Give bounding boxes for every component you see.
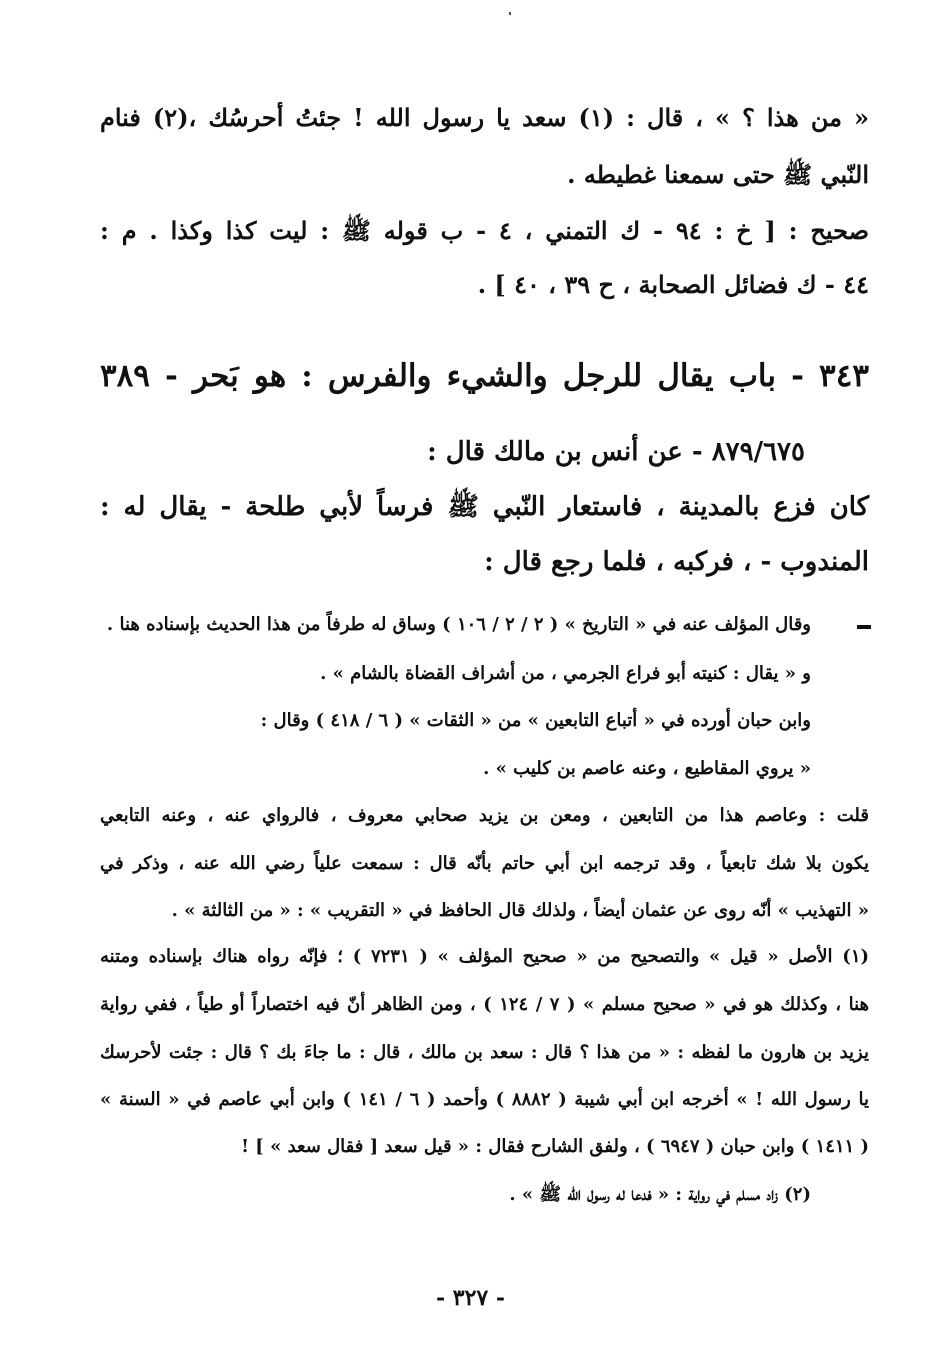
hadith-text-line-1: كان فزع بالمدينة ، فاستعار النّبي ﷺ فرساً لأبي طلحة - يقال له : — [100, 492, 869, 522]
footnote-line-4: « يروي المقاطيع ، وعنه عاصم بن كليب » . — [483, 758, 811, 779]
footnote-line-3: وابن حبان أورده في « أتباع التابعين » من « الثقات » ( ٦ / ٤١٨ ) وقال : — [260, 710, 811, 731]
footnote-line-7: « التهذيب » أنّه روى عن عثمان أيضاً ، ولذلك قال الحافظ في « التقريب » : « من الثالثة » . — [171, 900, 869, 921]
takhrij-line-1: صحيح : [ خ : ٩٤ - ك التمني ، ٤ - ب قوله ﷺ : ليت كذا وكذا . م : — [100, 216, 869, 245]
footnote-line-5: قلت : وعاصم هذا من التابعين ، ومعن بن يزيد صحابي معروف ، فالرواي عنه ، وعنه التابعي — [100, 805, 869, 826]
hadith-continuation-line-2: النّبي ﷺ حتى سمعنا غطيطه . — [567, 160, 869, 189]
footnote-line-6: يكون بلا شك تابعياً ، وقد ترجمه ابن أبي حاتم بأنّه قال : سمعت علياً رضي الله عنه ، وذكر في — [100, 853, 869, 874]
book-page — [100, 0, 869, 1360]
footnote-line-11: يا رسول الله ! » أخرجه ابن أبي شيبة ( ٨٨٨٢ ) وأحمد ( ٦ / ١٤١ ) وابن أبي عاصم في « السنة » — [100, 1089, 870, 1110]
page-number: - ٣٢٧ - — [435, 1285, 506, 1311]
footnote-line-8: (١) الأصل « قيل » والتصحيح من « صحيح المؤلف » ( ٧٢٣١ ) ؛ فإنّه رواه هناك بإسناده ومتنه — [100, 946, 870, 967]
hadith-text-line-2: المندوب - ، فركبه ، فلما رجع قال : — [484, 547, 869, 577]
footnote-line-2: و « يقال : كنيته أبو فراع الجرمي ، من أشراف القضاة بالشام » . — [320, 663, 811, 684]
footnote-line-1: وقال المؤلف عنه في « التاريخ » ( ٢ / ٢ / ١٠٦ ) وساق له طرفاً من هذا الحديث بإسناده هنا . — [106, 614, 811, 635]
hadith-number-line: ٨٧٩/٦٧٥ - عن أنس بن مالك قال : — [427, 437, 805, 467]
footnote-line-13: (٢) زاد مسلم في رواية : « فدعا له رسول الله ﷺ » . — [509, 1184, 811, 1205]
footnote-separator — [857, 625, 871, 629]
takhrij-line-2: ٤٤ - ك فضائل الصحابة ، ح ٣٩ ، ٤٠ ] . — [477, 270, 869, 299]
footnote-line-9: هنا ، وكذلك هو في « صحيح مسلم » ( ٧ / ١٢٤ ) ، ومن الظاهر أنّ فيه اختصاراً أو طياً ، ففي رواية — [100, 994, 869, 1015]
chapter-heading: ٣٤٣ - باب يقال للرجل والشيء والفرس : هو بَحر - ٣٨٩ — [100, 358, 869, 394]
hadith-continuation-line-1: « من هذا ؟ » ، قال : (١) سعد يا رسول الله ! جئتُ أحرسُك ،(٢) فنام — [100, 103, 870, 132]
footnote-line-10: يزيد بن هارون ما لفظه : « من هذا ؟ قال : سعد بن مالك ، قال : ما جاءَ بك ؟ قال : جئت لأحرسك — [100, 1042, 869, 1063]
footnote-line-12: ( ١٤١١ ) وابن حبان ( ٦٩٤٧ ) ، ولفق الشارح فقال : « قيل سعد [ فقال سعد » ] ! — [241, 1136, 869, 1157]
